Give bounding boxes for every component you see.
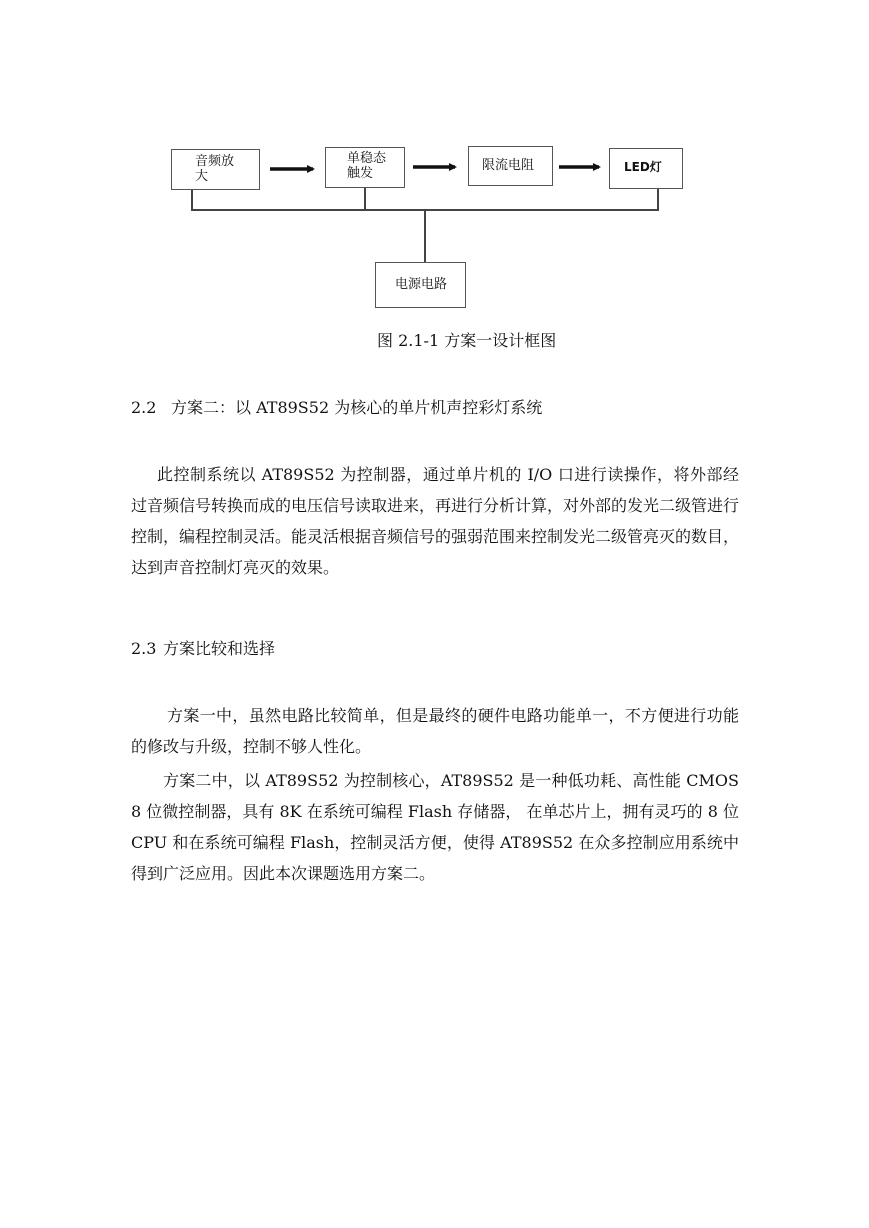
figure-caption: 图 2.1-1 方案一设计框图 (377, 331, 557, 350)
audio-amp-line-1: 音频放 (195, 154, 235, 169)
section-number: 2.3 (131, 639, 157, 658)
monostable-line-2: 触发 (347, 166, 374, 181)
resistor-label: 限流电阻 (482, 158, 535, 173)
section-2-2-heading (131, 395, 542, 418)
monostable-trigger-box (325, 147, 405, 188)
led-label: LED灯 (624, 160, 662, 174)
section-2-2-paragraph: 此控制系统以 AT89S52 为控制器，通过单片机的 I/O 口进行读操作，将外部经过音频信号转换而成的电压信号读取进来，再进行分析计算，对外部的发光二级管进行控制，编程控制灵活。能灵活根据音频信号的强弱范围来控制发光二级管亮灭的数目，达到声音控制灯亮灭的效果。 (131, 465, 740, 577)
audio-amp-line-2: 大 (195, 169, 209, 184)
section-number: 2.2 (131, 398, 157, 417)
monostable-line-1: 单稳态 (347, 151, 387, 166)
section-2-3-paragraph-1: 方案一中，虽然电路比较简单，但是最终的硬件电路功能单一，不方便进行功能的修改与升级，控制不够人性化。 (131, 706, 739, 756)
audio-amplifier-box (171, 149, 260, 190)
current-limit-resistor-box (468, 146, 553, 186)
power-label: 电源电路 (395, 277, 448, 292)
section-title: 方案二：以 AT89S52 为核心的单片机声控彩灯系统 (171, 398, 543, 417)
power-bus (192, 189, 658, 210)
section-title: 方案比较和选择 (163, 639, 276, 658)
section-2-3-paragraph-2: 方案二中，以 AT89S52 为控制核心，AT89S52 是一种低功耗、高性能 CMOS 8 位微控制器，具有 8K 在系统可编程 Flash 存储器， 在单芯片上，拥有灵巧的 8 位 CPU 和在系统可编程 Flash，控制灵活方便，使得 AT89S52 在众多控制应用系统中得到广泛应用。因此本次课题选用方案二。 (131, 771, 739, 883)
power-circuit-box (375, 262, 466, 308)
led-box (609, 148, 683, 189)
section-2-3-heading (131, 636, 275, 659)
block-diagram (150, 132, 690, 322)
